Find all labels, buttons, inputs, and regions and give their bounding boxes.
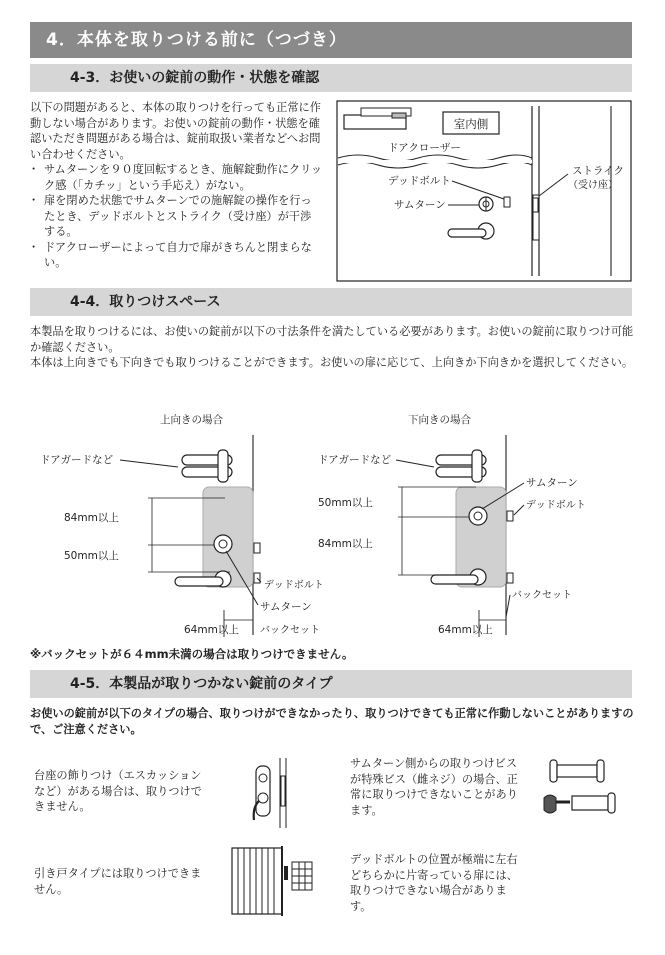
subsection-title-4-4: 4-4．取りつけスペース — [30, 288, 632, 316]
up-84-label: 84mm以上 — [64, 512, 119, 524]
door-guard-icon — [436, 450, 486, 482]
up-guard-label: ドアガードなど — [40, 454, 114, 466]
up-50-label: 50mm以上 — [64, 550, 119, 562]
door-closer-icon — [344, 108, 411, 129]
s44-text-block — [30, 324, 634, 371]
strike-label: ストライク — [572, 165, 624, 177]
down-backset-label: バックセット — [512, 590, 572, 601]
door-figure-4-3 — [336, 100, 632, 282]
upward-title: 上向きの場合 — [160, 414, 223, 426]
s44-paragraph-1: 本製品を取りつけるには、お使いの錠前が以下の寸法条件を満たしている必要があります。お使いの錠前に取りつけ可能か確認ください。 — [30, 325, 634, 354]
section-title: 4．本体を取りつける前に（つづき） — [30, 22, 632, 58]
s43-intro: 以下の問題があると、本体の取りつけを行っても正常に作動しない場合があります。お使いの錠前の動作・状態を確認いただき問題がある場合は、錠前取扱い業者などへお問い合わせください。 — [30, 101, 321, 161]
sliding-door-icon — [228, 844, 318, 918]
door-guard-icon — [182, 450, 232, 482]
s45-intro: お使いの錠前が以下のタイプの場合、取りつけができなかったり、取りつけできても正常に作動しないことがありますので、ご注意ください。 — [30, 707, 634, 736]
down-guard-label: ドアガードなど — [318, 454, 392, 466]
s43-bullet: ・ サムターンを９０度回転するとき、施解錠動作にクリック感（「カチッ」という手応え）がない。 — [30, 162, 322, 193]
s43-bullet-list — [30, 162, 322, 271]
down-deadbolt-label: デッドボルト — [526, 500, 586, 511]
room-label: 室内側 — [453, 117, 489, 131]
case-deadbolt-offset: デッドボルトの位置が極端に左右どちらかに片寄っている扉には、取りつけできない場合があります。 — [350, 853, 518, 913]
s44-paragraph-2: 本体は上向きでも下向きでも取りつけることができます。お使いの扉に応じて、上向きか下向きかを選択してください。 — [30, 356, 634, 369]
up-64-label: 64mm以上 — [184, 624, 239, 636]
down-thumbturn-label: サムターン — [526, 477, 578, 489]
lever-handle-icon — [448, 223, 494, 239]
special-screw-icon — [540, 758, 622, 824]
subsection-title-4-3: 4-3．お使いの錠前の動作・状態を確認 — [30, 64, 632, 92]
deadbolt-label: デッドボルト — [388, 175, 451, 187]
downward-mount-figure — [316, 405, 632, 645]
s43-bullet: ・ ドアクローザーによって自力で扉がきちんと閉まらない。 — [30, 240, 322, 271]
strike-sub-label: （受け座） — [568, 180, 618, 191]
strike-icon — [533, 198, 538, 212]
case-escutcheon: 台座の飾りつけ（エスカッションなど）がある場合は、取りつけできません。 — [34, 769, 202, 813]
deadbolt-icon — [504, 197, 510, 207]
upward-mount-figure — [30, 405, 330, 645]
up-deadbolt-label: デッドボルト — [264, 580, 324, 591]
case-special-screw: サムターン側からの取りつけビスが特殊ビス（雌ネジ）の場合、正常に取りつけできないことがあります。 — [350, 757, 518, 817]
up-thumbturn-label: サムターン — [260, 601, 312, 613]
thumbturn-label: サムターン — [394, 199, 446, 211]
case-sliding-door: 引き戸タイプには取りつけできません。 — [34, 867, 202, 896]
s43-text-block — [30, 100, 322, 271]
down-50-label: 50mm以上 — [318, 497, 373, 509]
closer-label: ドアクローザー — [388, 142, 461, 154]
s43-bullet: ・ 扉を閉めた状態でサムターンでの施解錠の操作を行ったとき、デッドボルトとストライク（受け座）が干渉する。 — [30, 193, 322, 240]
down-84-label: 84mm以上 — [318, 538, 373, 550]
down-64-label: 64mm以上 — [438, 624, 493, 636]
up-backset-label: バックセット — [260, 625, 320, 636]
escutcheon-lock-icon — [244, 756, 294, 830]
backset-note: ※バックセットが６４mm未満の場合は取りつけできません。 — [30, 647, 354, 661]
thumbturn-icon — [479, 197, 493, 211]
subsection-title-4-5: 4-5．本製品が取りつかない錠前のタイプ — [30, 670, 632, 698]
downward-title: 下向きの場合 — [408, 414, 471, 426]
